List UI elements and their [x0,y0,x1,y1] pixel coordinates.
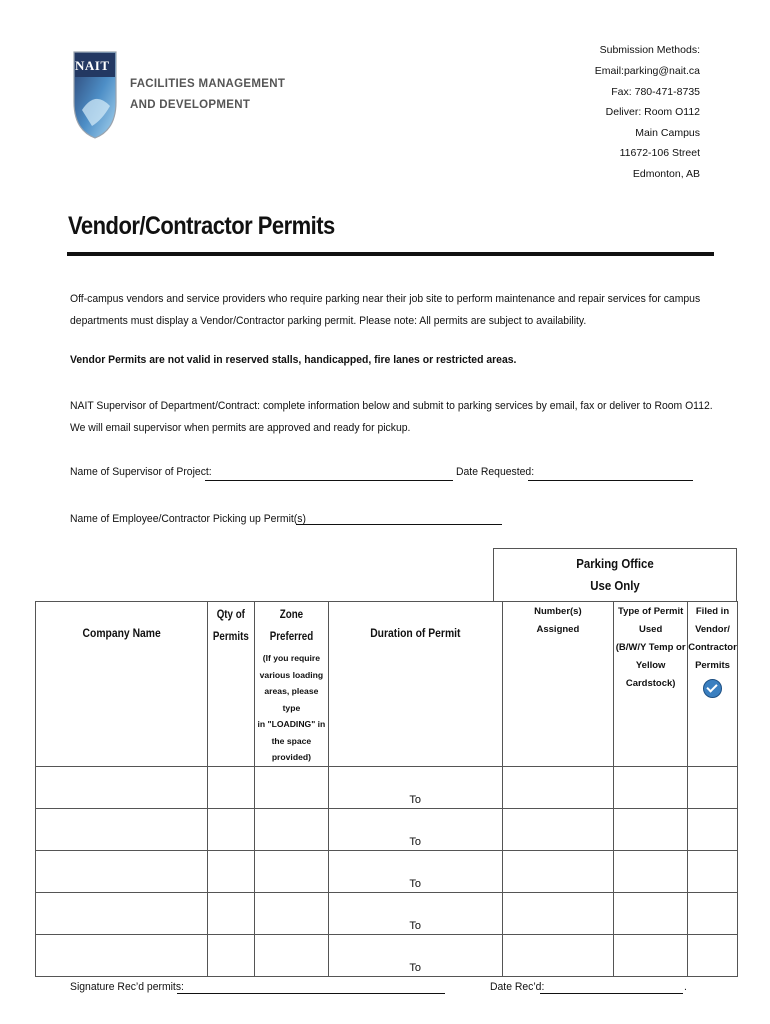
zone-cell[interactable] [254,850,328,892]
duration-cell[interactable] [328,934,502,976]
qty-cell[interactable] [208,892,255,934]
col-qty-permits: Qty of Permits [208,602,255,767]
logo-text: NAIT [75,58,110,73]
permit-type-cell[interactable] [614,892,688,934]
intro-line-1: Off-campus vendors and service providers who require parking near their job site to perform maintenance and repair services for campus [70,293,701,305]
submission-street: 11672-106 Street [619,147,700,159]
qty-cell[interactable] [208,808,255,850]
duration-to-label: To [409,961,421,974]
company-name-cell[interactable] [36,892,208,934]
employee-label: Name of Employee/Contractor Picking up Permit(s) [70,513,306,525]
permit-type-cell[interactable] [614,850,688,892]
table-row [36,766,738,808]
duration-to-label: To [409,835,421,848]
col-zone-preferred: Zone Preferred (If you require various loading areas, please type in "LOADING" in the space provided) [254,602,328,767]
parking-office-title: Parking Office [576,556,654,571]
table-row [36,850,738,892]
instructions-line-1: NAIT Supervisor of Department/Contract: complete information below and submit to parking services by email, fax or deliver to Room O112. [70,400,713,412]
filed-cell[interactable] [688,766,738,808]
filed-cell[interactable] [688,892,738,934]
permit-type-cell[interactable] [614,808,688,850]
table-header-row [36,602,738,767]
filed-cell[interactable] [688,808,738,850]
table-row [36,808,738,850]
zone-cell[interactable] [254,934,328,976]
qty-cell[interactable] [208,850,255,892]
duration-to-label: To [409,919,421,932]
numbers-cell[interactable] [502,766,614,808]
signature-input-line[interactable] [177,993,445,994]
duration-cell[interactable] [328,766,502,808]
parking-office-header [493,548,737,601]
permit-type-cell[interactable] [614,766,688,808]
zone-cell[interactable] [254,892,328,934]
org-name-line2: AND DEVELOPMENT [130,99,251,111]
numbers-cell[interactable] [502,808,614,850]
submission-heading: Submission Methods: [599,44,700,56]
employee-input-line[interactable] [296,524,502,525]
supervisor-label: Name of Supervisor of Project: [70,466,212,478]
filed-cell[interactable] [688,934,738,976]
company-name-cell[interactable] [36,850,208,892]
col-permit-type: Type of Permit Used (B/W/Y Temp or Yellow Cardstock) [614,602,688,767]
title-rule [67,252,714,256]
company-name-cell[interactable] [36,808,208,850]
instructions-line-2: We will email supervisor when permits are approved and ready for pickup. [70,422,411,434]
submission-fax: Fax: 780-471-8735 [611,86,700,98]
filed-cell[interactable] [688,850,738,892]
qty-cell[interactable] [208,934,255,976]
org-name-line1: FACILITIES MANAGEMENT [130,78,286,90]
duration-to-label: To [409,877,421,890]
intro-line-2: departments must display a Vendor/Contractor parking permit. Please note: All permits are subject to availability. [70,315,587,327]
supervisor-input-line[interactable] [205,480,453,481]
company-name-cell[interactable] [36,766,208,808]
parking-office-subtitle: Use Only [590,578,640,593]
checkmark-icon [703,679,722,698]
zone-note: (If you require various loading areas, please type in "LOADING" in the space provided) [257,653,326,762]
numbers-cell[interactable] [502,850,614,892]
signature-label: Signature Rec’d permits: [70,981,184,993]
zone-cell[interactable] [254,808,328,850]
col-duration: Duration of Permit [328,602,502,767]
notice-text: Vendor Permits are not valid in reserved stalls, handicapped, fire lanes or restricted areas. [70,354,517,366]
company-name-cell[interactable] [36,934,208,976]
submission-campus: Main Campus [635,127,700,139]
table-row [36,892,738,934]
submission-deliver: Deliver: Room O112 [605,106,700,118]
col-filed: Filed in Vendor/ Contractor Permits [688,602,738,767]
zone-cell[interactable] [254,766,328,808]
page-title: Vendor/Contractor Permits [68,212,335,240]
duration-cell[interactable] [328,850,502,892]
qty-cell[interactable] [208,766,255,808]
duration-to-label: To [409,793,421,806]
table-row [36,934,738,976]
duration-cell[interactable] [328,808,502,850]
submission-email: Email:parking@nait.ca [594,65,700,77]
numbers-cell[interactable] [502,934,614,976]
permit-type-cell[interactable] [614,934,688,976]
permits-table [35,601,738,977]
date-received-input-line[interactable] [540,993,683,994]
col-company-name: Company Name [36,602,208,767]
date-requested-input-line[interactable] [528,480,693,481]
date-received-label: Date Rec’d: [490,981,545,993]
numbers-cell[interactable] [502,892,614,934]
col-numbers-assigned: Number(s) Assigned [502,602,614,767]
duration-cell[interactable] [328,892,502,934]
date-requested-label: Date Requested: [456,466,535,478]
date-received-suffix: . [684,981,687,993]
submission-city: Edmonton, AB [632,168,700,180]
